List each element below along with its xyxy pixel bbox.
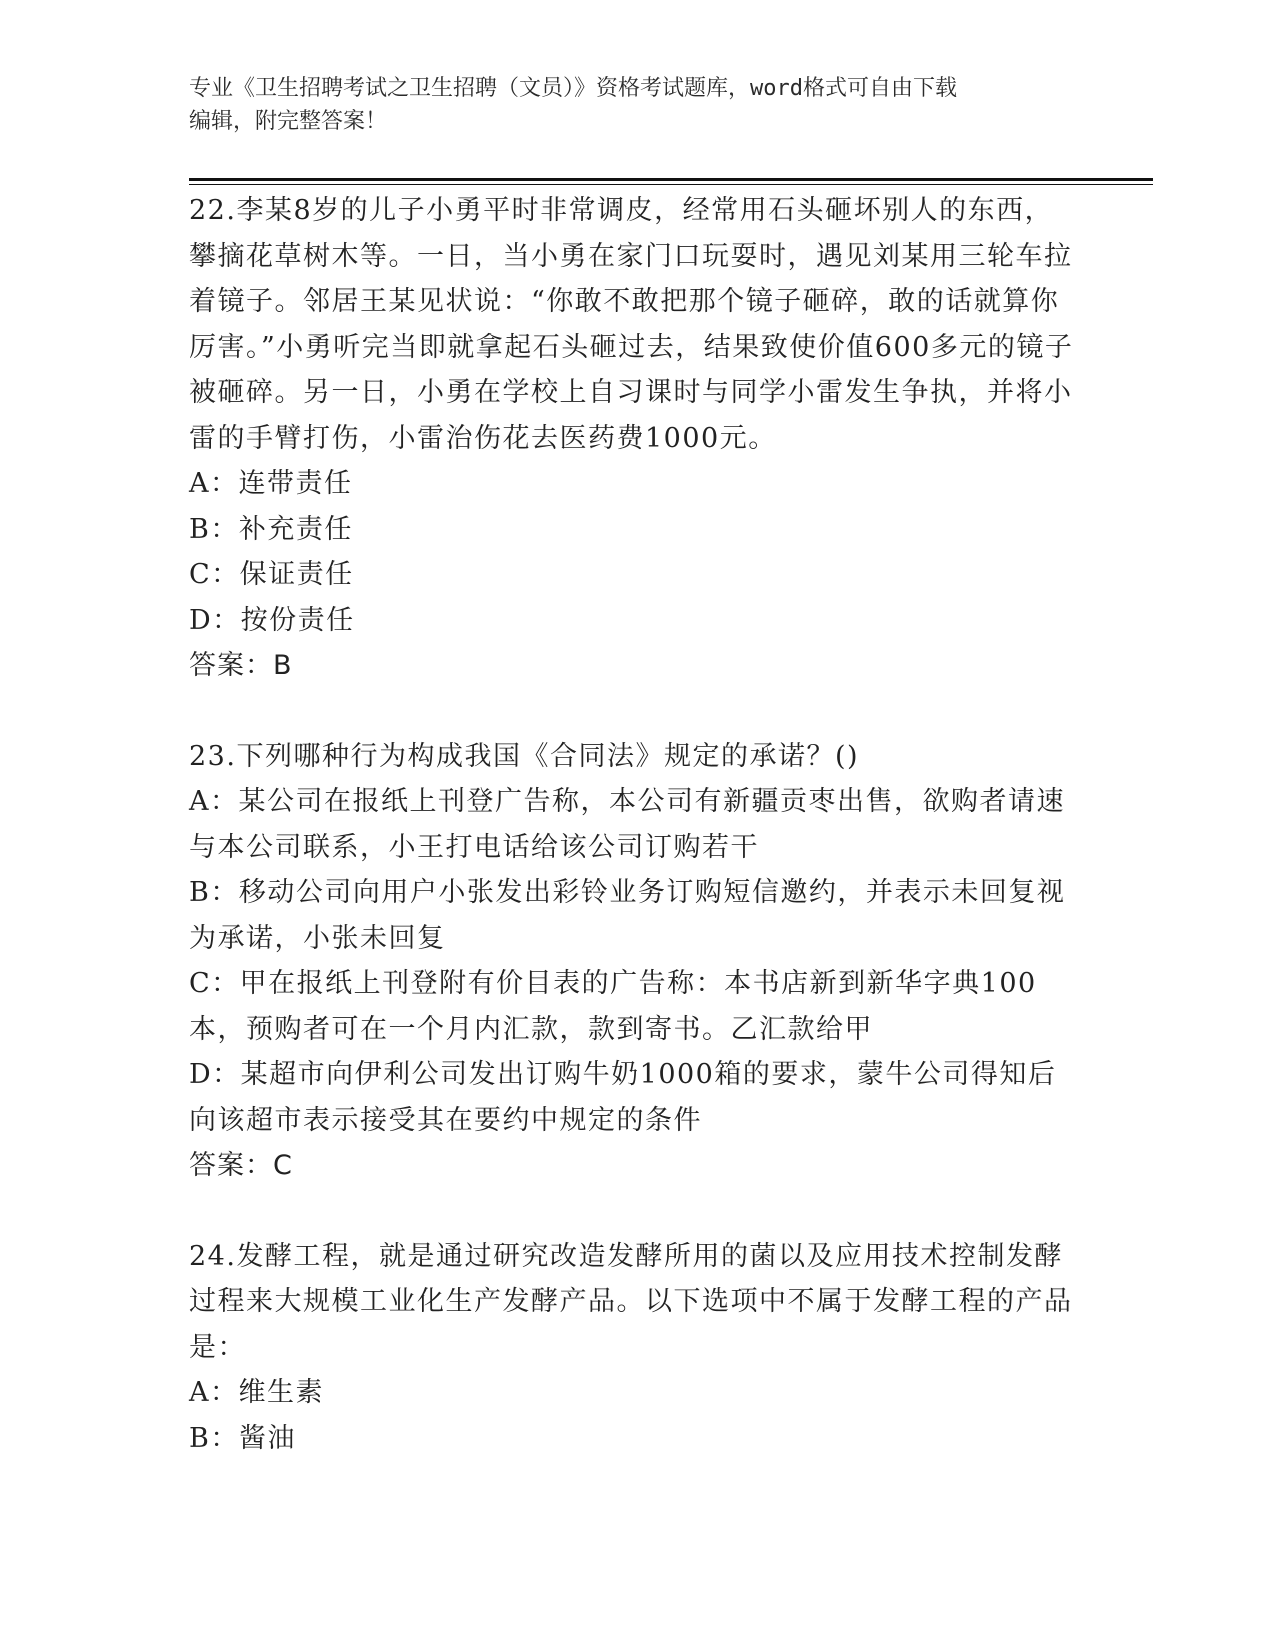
question-list bbox=[189, 188, 1079, 1461]
question-stem: 24.发酵工程，就是通过研究改造发酵所用的菌以及应用技术控制发酵过程来大规模工业化生产发酵产品。以下选项中不属于发酵工程的产品是： bbox=[189, 1240, 1073, 1363]
header-line-1: 专业《卫生招聘考试之卫生招聘（文员）》资格考试题库，word格式可自由下载 bbox=[189, 76, 957, 101]
question-stem: 22.李某8岁的儿子小勇平时非常调皮，经常用石头砸坏别人的东西，攀摘花草树木等。一日，当小勇在家门口玩耍时，遇见刘某用三轮车拉着镜子。邻居王某见状说：“你敢不敢把那个镜子砸碎，敢的话就算你厉害。”小勇听完当即就拿起石头砸过去，结果致使价值600多元的镜子被砸碎。另一日，小勇在学校上自习课时与同学小雷发生争执，并将小雷的手臂打伤，小雷治伤花去医药费1000元。 bbox=[189, 195, 1074, 454]
answer-label: 答案：C bbox=[189, 1150, 293, 1181]
option-b: B：酱油 bbox=[189, 1422, 296, 1454]
question-23 bbox=[189, 734, 1079, 1189]
option-c: C：保证责任 bbox=[189, 559, 354, 590]
answer-label: 答案：B bbox=[189, 650, 293, 681]
question-24 bbox=[189, 1234, 1079, 1462]
option-a: A：某公司在报纸上刊登广告称，本公司有新疆贡枣出售，欲购者请速与本公司联系，小王打电话给该公司订购若干 bbox=[189, 786, 1065, 863]
option-c: C：甲在报纸上刊登附有价目表的广告称：本书店新到新华字典100本，预购者可在一个月内汇款，款到寄书。乙汇款给甲 bbox=[189, 968, 1037, 1045]
question-22 bbox=[189, 188, 1079, 689]
header-rule-thin bbox=[189, 184, 1153, 185]
option-d: D：某超市向伊利公司发出订购牛奶1000箱的要求，蒙牛公司得知后向该超市表示接受其在要约中规定的条件 bbox=[189, 1059, 1057, 1136]
header-line-2: 编辑，附完整答案！ bbox=[189, 109, 388, 134]
question-stem: 23.下列哪种行为构成我国《合同法》规定的承诺？() bbox=[189, 740, 860, 772]
header-rule-thick bbox=[189, 178, 1153, 181]
option-a: A：维生素 bbox=[189, 1377, 324, 1408]
option-d: D：按份责任 bbox=[189, 604, 355, 636]
option-b: B：补充责任 bbox=[189, 513, 353, 545]
option-b: B：移动公司向用户小张发出彩铃业务订购短信邀约，并表示未回复视为承诺，小张未回复 bbox=[189, 877, 1066, 954]
option-a: A：连带责任 bbox=[189, 468, 353, 499]
document-header bbox=[189, 72, 1089, 138]
